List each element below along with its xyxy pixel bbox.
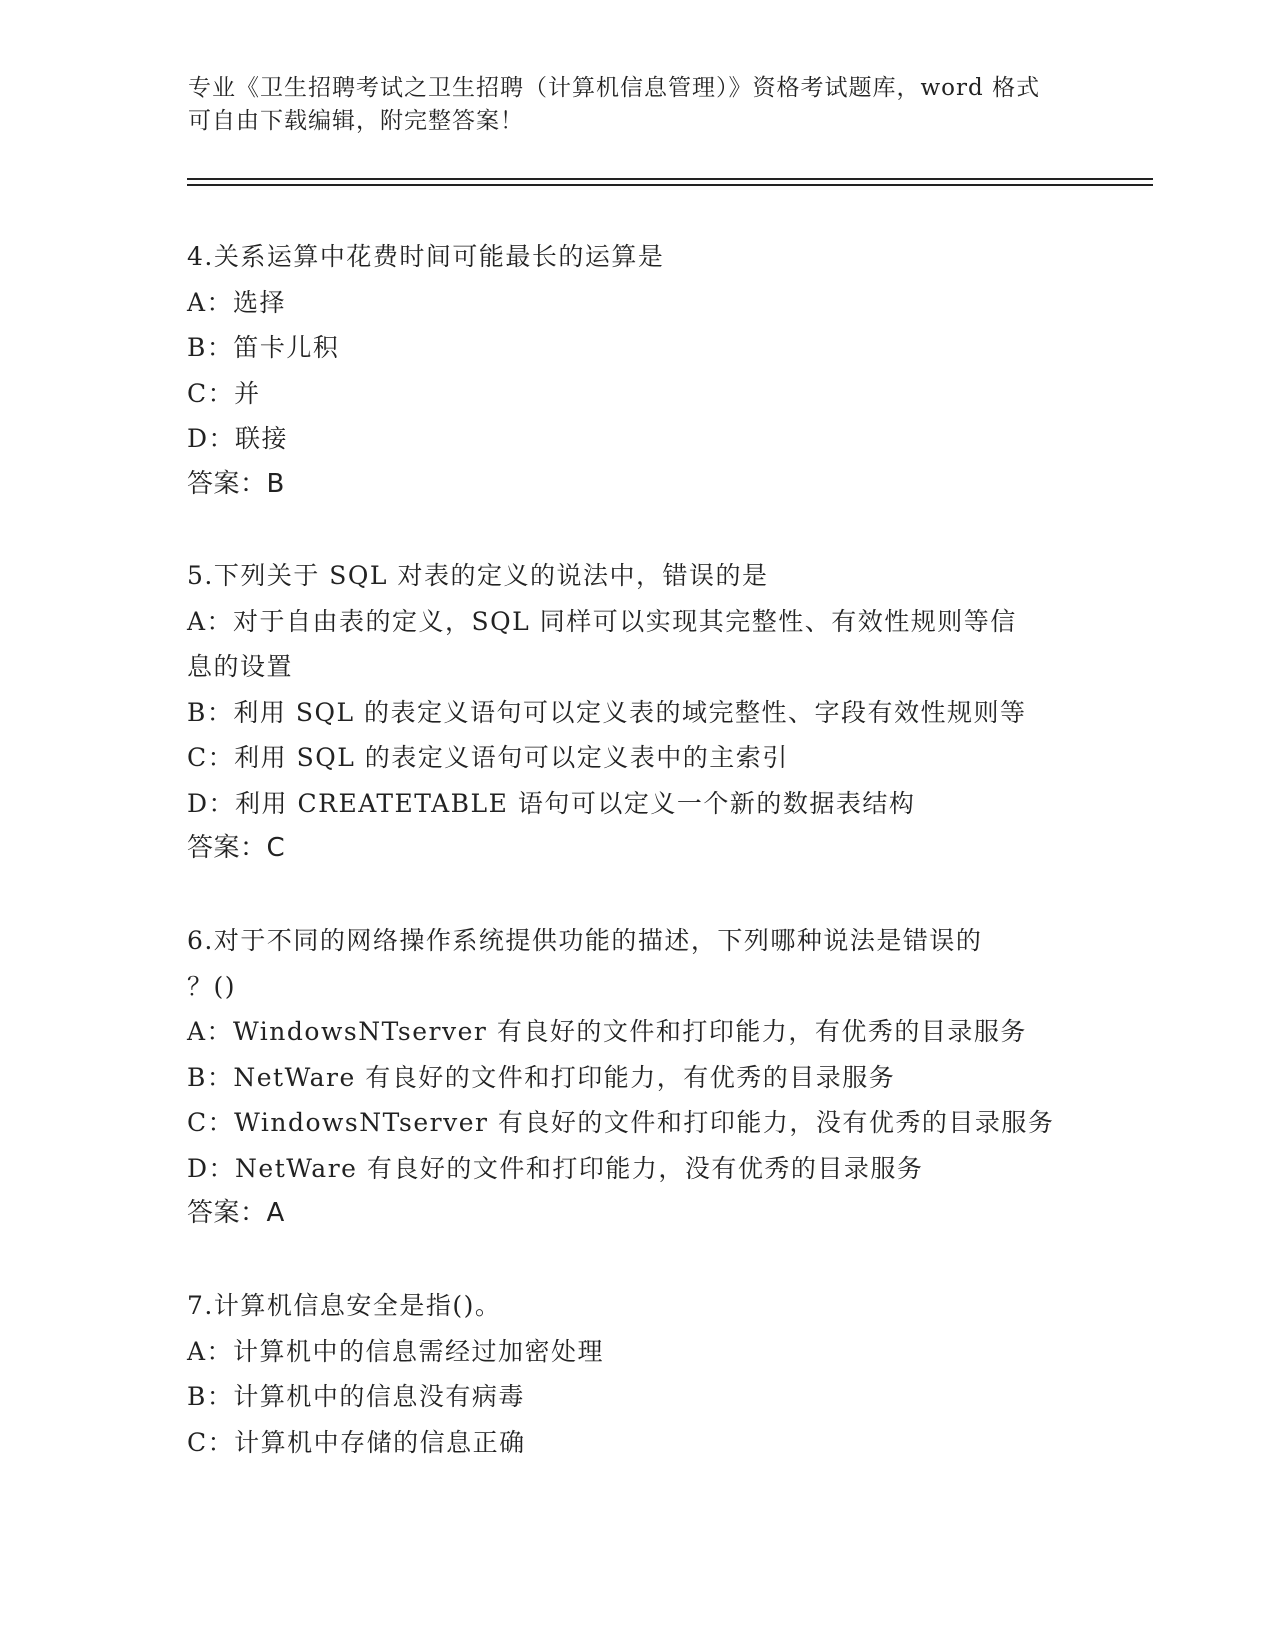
option-d: D：联接 bbox=[187, 424, 289, 453]
header-line-1: 专业《卫生招聘考试之卫生招聘（计算机信息管理）》资格考试题库，word 格式 bbox=[188, 75, 1041, 101]
header-line-2: 可自由下载编辑，附完整答案！ bbox=[188, 108, 524, 134]
option-b: B：利用 SQL 的表定义语句可以定义表的域完整性、字段有效性规则等 bbox=[187, 697, 1027, 727]
option-a: A：选择 bbox=[187, 287, 287, 317]
answer-line: 答案：B bbox=[187, 468, 285, 499]
option-d: D：NetWare 有良好的文件和打印能力，没有优秀的目录服务 bbox=[187, 1153, 924, 1183]
option-d: D：利用 CREATETABLE 语句可以定义一个新的数据表结构 bbox=[187, 788, 916, 818]
option-a-continued: 息的设置 bbox=[187, 652, 294, 681]
option-c: C：利用 SQL 的表定义语句可以定义表中的主索引 bbox=[187, 743, 789, 772]
option-c: C：WindowsNTserver 有良好的文件和打印能力，没有优秀的目录服务 bbox=[187, 1108, 1055, 1137]
question-7 bbox=[187, 1283, 1087, 1465]
question-4 bbox=[187, 234, 1087, 507]
question-6 bbox=[187, 918, 1087, 1237]
header-divider-top bbox=[187, 178, 1153, 180]
answer-line: 答案：A bbox=[187, 1198, 285, 1228]
option-c: C：计算机中存储的信息正确 bbox=[187, 1427, 526, 1457]
question-stem: 5.下列关于 SQL 对表的定义的说法中，错误的是 bbox=[187, 561, 769, 590]
question-stem-continued: ？() bbox=[187, 971, 237, 1001]
option-b: B：NetWare 有良好的文件和打印能力，有优秀的目录服务 bbox=[187, 1062, 896, 1092]
option-a: A：计算机中的信息需经过加密处理 bbox=[187, 1336, 605, 1366]
option-a: A：WindowsNTserver 有良好的文件和打印能力，有优秀的目录服务 bbox=[187, 1017, 1027, 1046]
document-header bbox=[188, 72, 1088, 138]
question-stem: 4.关系运算中花费时间可能最长的运算是 bbox=[187, 242, 665, 271]
question-stem: 6.对于不同的网络操作系统提供功能的描述，下列哪种说法是错误的 bbox=[187, 926, 983, 955]
header-divider-bottom bbox=[187, 184, 1153, 186]
option-a: A：对于自由表的定义，SQL 同样可以实现其完整性、有效性规则等信 bbox=[187, 606, 1017, 636]
answer-line: 答案：C bbox=[187, 833, 286, 863]
question-5 bbox=[187, 553, 1087, 872]
option-b: B：笛卡儿积 bbox=[187, 333, 340, 362]
question-stem: 7.计算机信息安全是指()。 bbox=[187, 1291, 502, 1320]
option-b: B：计算机中的信息没有病毒 bbox=[187, 1382, 525, 1411]
option-c: C：并 bbox=[187, 378, 261, 408]
